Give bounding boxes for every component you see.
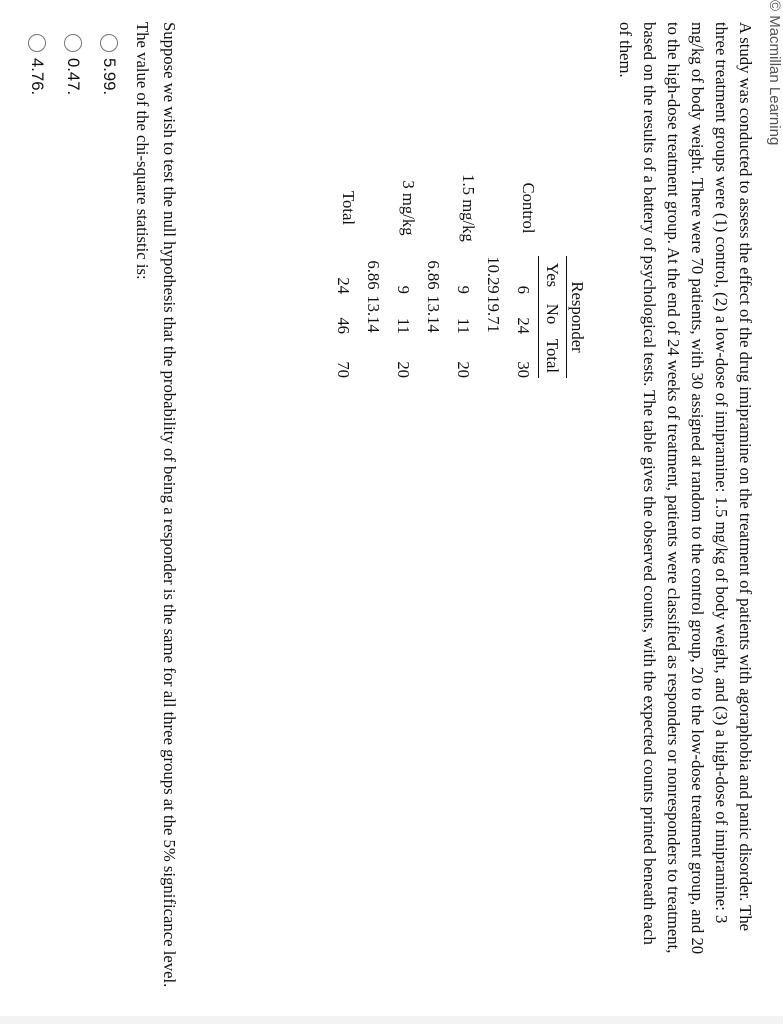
answer-option-label: 4.76. [28,58,47,96]
row-label: Control [519,182,539,234]
column-total: 46 [334,317,353,334]
row-total: 20 [394,361,413,378]
radio-button-icon[interactable] [28,34,46,52]
expected-count: 13.14 [364,295,383,333]
table-row-low-dose [448,160,478,378]
answer-option-3[interactable] [27,34,47,95]
column-header-total: Total [539,334,567,378]
table-row-control [508,160,539,378]
column-total: 24 [334,277,353,294]
answer-option-label: 5.99. [100,58,119,96]
expected-count: 6.86 [424,260,443,290]
question-text: Suppose we wish to test the null hypothesis that the probability of being a responder is the same for all three groups at the 5% significance level. The value of the chi-square statistic is: [133,22,179,988]
radio-button-icon[interactable] [100,34,118,52]
observed-count: 11 [394,317,413,334]
expected-count: 6.86 [364,260,383,290]
row-total: 20 [454,361,473,378]
column-header-yes: Yes [539,256,567,294]
expected-count: 10.29 [484,256,503,294]
observed-expected-table [328,160,593,378]
radio-button-icon[interactable] [64,34,82,52]
column-header-no: No [539,294,567,334]
observed-count: 9 [394,285,413,294]
grand-total: 70 [334,361,353,378]
row-label: Total [339,190,358,226]
table-row-total [328,160,358,378]
row-total: 30 [514,361,533,378]
copyright-notice: © Macmillan Learning [766,0,783,146]
row-label: 1.5 mg/kg [459,174,478,242]
answer-option-1[interactable] [99,34,119,95]
table-caption: Responder [567,256,594,378]
answer-option-label: 0.47. [64,58,83,96]
expected-count: 19.71 [484,295,503,333]
observed-count: 6 [514,285,533,294]
expected-count: 13.14 [424,295,443,333]
observed-count: 24 [514,317,533,334]
table-row-high-dose [388,160,418,378]
observed-count: 11 [454,317,473,334]
observed-count: 9 [454,285,473,294]
problem-intro-text: A study was conducted to assess the effect of the drug imipramine on the treatment of patients with agoraphobia and panic disorder. The three treatment groups were (1) control, (2) a low-dose of imipramine: 1.5 mg/kg of body weight, and (3) a high-dose of imipramine: 3 mg/kg of body weight. There were 70 patients, with 30 assigned at random to the control group, 20 to the low-dose treatment group, and 20 to the high-dose treatment group. At the end of 24 weeks of treatment, patients were classified as responders or nonresponders to treatment, based on the results of a battery of psychological tests. The table gives the observed counts, with the expected counts printed beneath each of them. [616,22,755,955]
row-label: 3 mg/kg [399,180,418,236]
answer-option-2[interactable] [63,34,83,95]
